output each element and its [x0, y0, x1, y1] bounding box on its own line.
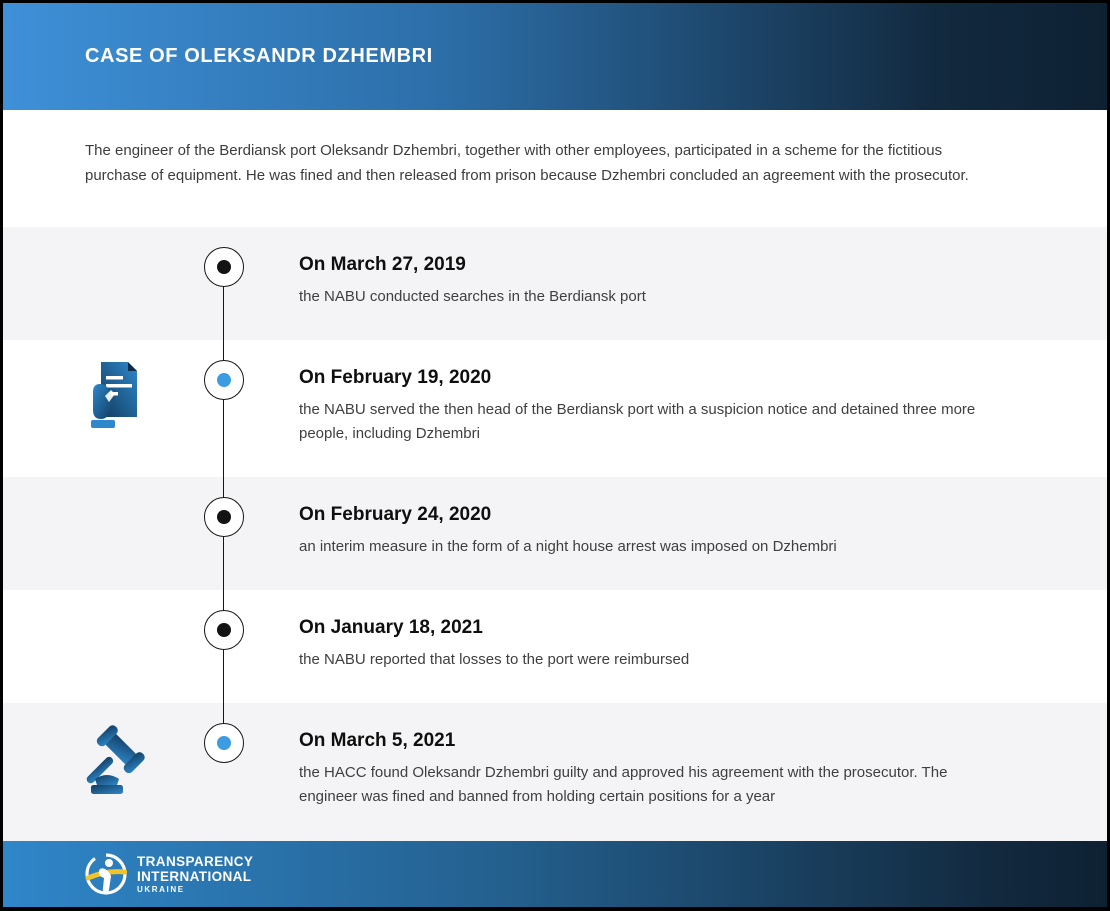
transparency-international-logo: [85, 853, 253, 895]
suspicion-notice-icon: [85, 358, 143, 441]
event-date: On January 18, 2021: [299, 617, 483, 638]
event-date: On February 24, 2020: [299, 504, 492, 525]
header-banner: [3, 3, 1107, 110]
dot-inner: [217, 510, 231, 524]
logo-line-3: UKRAINE: [137, 885, 185, 894]
timeline-dot-black: [204, 497, 244, 537]
logo-line-1: TRANSPARENCY: [137, 854, 254, 869]
timeline: [3, 227, 1107, 841]
intro-section: [3, 110, 1107, 227]
dot-inner: [217, 373, 231, 387]
timeline-event: [3, 340, 1107, 477]
gavel-icon: [85, 725, 153, 802]
timeline-event: [3, 590, 1107, 703]
event-description: the NABU reported that losses to the port were reimbursed: [299, 651, 690, 668]
event-description: the HACC found Oleksandr Dzhembri guilty and approved his agreement with the prosecutor. The engineer was fined and banned from holding certain positions for a year: [299, 764, 948, 805]
event-date: On March 5, 2021: [299, 730, 456, 751]
event-date: On February 19, 2020: [299, 367, 492, 388]
logo-line-2: INTERNATIONAL: [137, 869, 252, 884]
timeline-dot-black: [204, 610, 244, 650]
globe-logo-icon: [85, 853, 127, 895]
footer-banner: [3, 841, 1107, 907]
dot-inner: [217, 736, 231, 750]
intro-text: The engineer of the Berdiansk port Oleksandr Dzhembri, together with other employees, participated in a scheme for the fictitious purchase of equipment. He was fined and then released from prison because Dzhembri concluded an agreement with the prosecutor.: [85, 142, 969, 184]
event-description: the NABU served the then head of the Berdiansk port with a suspicion notice and detained three more people, including Dzhembri: [299, 401, 976, 442]
event-description: the NABU conducted searches in the Berdiansk port: [299, 288, 646, 305]
timeline-dot-blue: [204, 360, 244, 400]
event-date: On March 27, 2019: [299, 254, 466, 275]
dot-inner: [217, 260, 231, 274]
page-title: CASE OF OLEKSANDR DZHEMBRI: [85, 45, 433, 67]
timeline-dot-blue: [204, 723, 244, 763]
timeline-event: [3, 703, 1107, 841]
dot-inner: [217, 623, 231, 637]
timeline-event: [3, 227, 1107, 340]
timeline-event: [3, 477, 1107, 590]
timeline-dot-black: [204, 247, 244, 287]
event-description: an interim measure in the form of a night house arrest was imposed on Dzhembri: [299, 538, 837, 555]
